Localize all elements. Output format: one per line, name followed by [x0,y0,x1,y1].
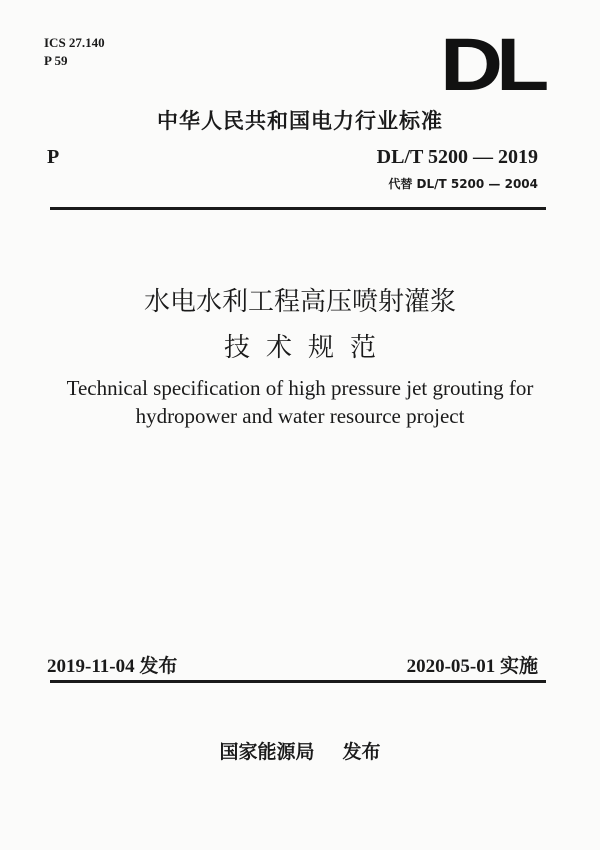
ics-code: ICS 27.140 [44,35,105,50]
title-chinese-line2: 技术规范 [223,333,392,363]
title-english-line1: Technical specification of high pressure jet grouting for [66,376,534,400]
implementation-date: 2020-05-01 实施 [406,656,538,677]
organization-title: 中华人民共和国电力行业标准 [157,109,443,133]
standard-number: DL/T 5200 — 2019 [376,146,538,168]
category-letter: P [47,146,60,168]
title-english [0,374,600,430]
issue-date: 2019-11-04 发布 [47,656,178,677]
title-chinese-line1: 水电水利工程高压喷射灌浆 [143,287,456,317]
dl-logo: DL [440,23,543,106]
replaces-standard: 代替 DL/T 5200 — 2004 [388,177,538,191]
publisher-line [0,737,600,764]
title-english-line2: hydropower and water resource project [135,404,465,428]
top-divider [50,207,546,210]
classification-code: P 59 [44,53,68,68]
bottom-divider [50,680,546,683]
publisher-name: 国家能源局 [219,741,315,763]
publisher-action: 发布 [342,741,381,763]
ics-code-block [44,34,105,70]
